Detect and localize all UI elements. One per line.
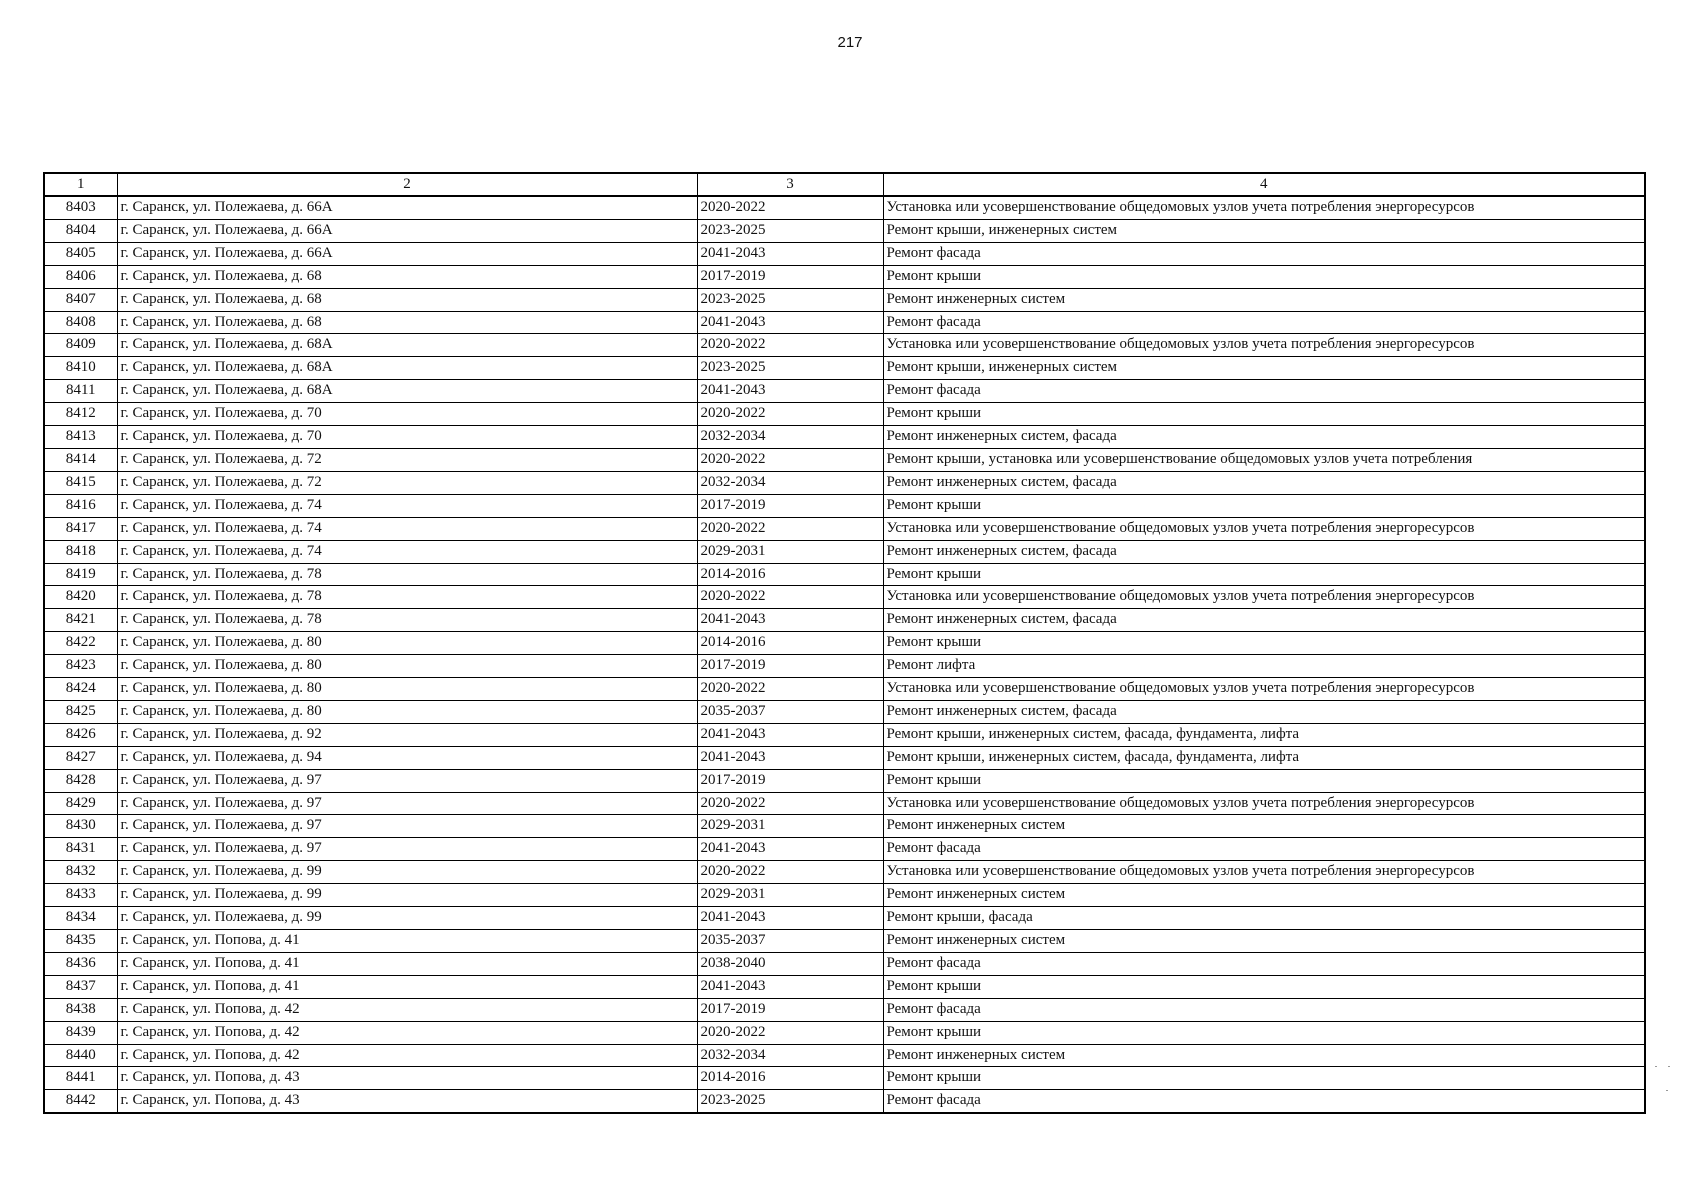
- work-type-cell: Ремонт крыши: [883, 265, 1645, 288]
- row-number-cell: 8410: [44, 357, 117, 380]
- table-row: [44, 471, 1645, 494]
- address-cell: г. Саранск, ул. Полежаева, д. 80: [117, 655, 697, 678]
- work-type-cell: Ремонт крыши: [883, 769, 1645, 792]
- row-number-cell: 8409: [44, 334, 117, 357]
- work-type-cell: Ремонт крыши, инженерных систем: [883, 219, 1645, 242]
- row-number-cell: 8423: [44, 655, 117, 678]
- address-cell: г. Саранск, ул. Полежаева, д. 74: [117, 517, 697, 540]
- period-cell: 2020-2022: [697, 448, 883, 471]
- address-cell: г. Саранск, ул. Полежаева, д. 99: [117, 907, 697, 930]
- table-row: [44, 334, 1645, 357]
- address-cell: г. Саранск, ул. Полежаева, д. 66А: [117, 196, 697, 219]
- table-row: [44, 1090, 1645, 1113]
- address-cell: г. Саранск, ул. Попова, д. 43: [117, 1067, 697, 1090]
- work-type-cell: Ремонт фасада: [883, 1090, 1645, 1113]
- table-row: [44, 242, 1645, 265]
- work-type-cell: Установка или усовершенствование общедомовых узлов учета потребления энергоресурсов: [883, 586, 1645, 609]
- table-row: [44, 1044, 1645, 1067]
- row-number-cell: 8437: [44, 975, 117, 998]
- row-number-cell: 8403: [44, 196, 117, 219]
- address-cell: г. Саранск, ул. Полежаева, д. 78: [117, 586, 697, 609]
- work-type-cell: Ремонт лифта: [883, 655, 1645, 678]
- period-cell: 2032-2034: [697, 1044, 883, 1067]
- address-cell: г. Саранск, ул. Полежаева, д. 68А: [117, 380, 697, 403]
- table-row: [44, 700, 1645, 723]
- address-cell: г. Саранск, ул. Полежаева, д. 72: [117, 448, 697, 471]
- work-type-cell: Ремонт крыши, инженерных систем, фасада, фундамента, лифта: [883, 723, 1645, 746]
- period-cell: 2017-2019: [697, 494, 883, 517]
- address-cell: г. Саранск, ул. Полежаева, д. 68: [117, 288, 697, 311]
- row-number-cell: 8440: [44, 1044, 117, 1067]
- row-number-cell: 8416: [44, 494, 117, 517]
- period-cell: 2020-2022: [697, 586, 883, 609]
- work-type-cell: Ремонт инженерных систем, фасада: [883, 426, 1645, 449]
- period-cell: 2038-2040: [697, 952, 883, 975]
- address-cell: г. Саранск, ул. Полежаева, д. 97: [117, 792, 697, 815]
- column-header-3: 3: [697, 173, 883, 196]
- address-cell: г. Саранск, ул. Полежаева, д. 92: [117, 723, 697, 746]
- work-type-cell: Ремонт инженерных систем, фасада: [883, 540, 1645, 563]
- row-number-cell: 8439: [44, 1021, 117, 1044]
- table-row: [44, 655, 1645, 678]
- address-cell: г. Саранск, ул. Полежаева, д. 99: [117, 861, 697, 884]
- period-cell: 2020-2022: [697, 196, 883, 219]
- row-number-cell: 8442: [44, 1090, 117, 1113]
- period-cell: 2041-2043: [697, 311, 883, 334]
- row-number-cell: 8429: [44, 792, 117, 815]
- address-cell: г. Саранск, ул. Полежаева, д. 68: [117, 265, 697, 288]
- address-cell: г. Саранск, ул. Полежаева, д. 70: [117, 403, 697, 426]
- period-cell: 2014-2016: [697, 1067, 883, 1090]
- row-number-cell: 8411: [44, 380, 117, 403]
- table-row: [44, 1067, 1645, 1090]
- page-number: 217: [837, 34, 863, 51]
- row-number-cell: 8430: [44, 815, 117, 838]
- table-row: [44, 403, 1645, 426]
- row-number-cell: 8407: [44, 288, 117, 311]
- period-cell: 2023-2025: [697, 219, 883, 242]
- period-cell: 2020-2022: [697, 334, 883, 357]
- period-cell: 2023-2025: [697, 1090, 883, 1113]
- work-type-cell: Ремонт инженерных систем: [883, 815, 1645, 838]
- work-type-cell: Ремонт крыши: [883, 1021, 1645, 1044]
- row-number-cell: 8422: [44, 632, 117, 655]
- table-row: [44, 975, 1645, 998]
- work-type-cell: Ремонт инженерных систем, фасада: [883, 609, 1645, 632]
- table-row: [44, 907, 1645, 930]
- table-row: [44, 746, 1645, 769]
- row-number-cell: 8425: [44, 700, 117, 723]
- address-cell: г. Саранск, ул. Полежаева, д. 78: [117, 563, 697, 586]
- address-cell: г. Саранск, ул. Попова, д. 42: [117, 1021, 697, 1044]
- address-cell: г. Саранск, ул. Полежаева, д. 97: [117, 838, 697, 861]
- address-cell: г. Саранск, ул. Полежаева, д. 99: [117, 884, 697, 907]
- table-row: [44, 426, 1645, 449]
- table-row: [44, 311, 1645, 334]
- address-cell: г. Саранск, ул. Полежаева, д. 68А: [117, 357, 697, 380]
- scan-speck: [1668, 1066, 1670, 1067]
- address-cell: г. Саранск, ул. Попова, д. 41: [117, 930, 697, 953]
- work-type-cell: Установка или усовершенствование общедомовых узлов учета потребления энергоресурсов: [883, 792, 1645, 815]
- work-type-cell: Ремонт крыши, установка или усовершенствование общедомовых узлов учета потребления: [883, 448, 1645, 471]
- period-cell: 2041-2043: [697, 975, 883, 998]
- table-row: [44, 540, 1645, 563]
- work-type-cell: Установка или усовершенствование общедомовых узлов учета потребления энергоресурсов: [883, 196, 1645, 219]
- table-row: [44, 265, 1645, 288]
- address-cell: г. Саранск, ул. Попова, д. 42: [117, 998, 697, 1021]
- period-cell: 2029-2031: [697, 540, 883, 563]
- work-type-cell: Установка или усовершенствование общедомовых узлов учета потребления энергоресурсов: [883, 678, 1645, 701]
- row-number-cell: 8434: [44, 907, 117, 930]
- address-cell: г. Саранск, ул. Попова, д. 42: [117, 1044, 697, 1067]
- table-row: [44, 563, 1645, 586]
- period-cell: 2035-2037: [697, 930, 883, 953]
- period-cell: 2020-2022: [697, 861, 883, 884]
- table-row: [44, 952, 1645, 975]
- work-type-cell: Ремонт фасада: [883, 998, 1645, 1021]
- table-row: [44, 769, 1645, 792]
- work-type-cell: Ремонт крыши: [883, 632, 1645, 655]
- period-cell: 2041-2043: [697, 838, 883, 861]
- address-cell: г. Саранск, ул. Полежаева, д. 66А: [117, 242, 697, 265]
- period-cell: 2041-2043: [697, 242, 883, 265]
- table-row: [44, 517, 1645, 540]
- work-type-cell: Ремонт инженерных систем: [883, 930, 1645, 953]
- period-cell: 2020-2022: [697, 403, 883, 426]
- work-type-cell: Ремонт инженерных систем: [883, 1044, 1645, 1067]
- period-cell: 2017-2019: [697, 769, 883, 792]
- address-cell: г. Саранск, ул. Попова, д. 41: [117, 975, 697, 998]
- column-header-1: 1: [44, 173, 117, 196]
- work-type-cell: Установка или усовершенствование общедомовых узлов учета потребления энергоресурсов: [883, 861, 1645, 884]
- period-cell: 2020-2022: [697, 678, 883, 701]
- work-type-cell: Ремонт крыши, фасада: [883, 907, 1645, 930]
- period-cell: 2032-2034: [697, 471, 883, 494]
- period-cell: 2017-2019: [697, 998, 883, 1021]
- table-row: [44, 219, 1645, 242]
- period-cell: 2029-2031: [697, 815, 883, 838]
- row-number-cell: 8427: [44, 746, 117, 769]
- work-type-cell: Установка или усовершенствование общедомовых узлов учета потребления энергоресурсов: [883, 334, 1645, 357]
- table-row: [44, 196, 1645, 219]
- table-row: [44, 448, 1645, 471]
- housing-repair-table: [43, 172, 1646, 1114]
- work-type-cell: Ремонт крыши: [883, 1067, 1645, 1090]
- row-number-cell: 8408: [44, 311, 117, 334]
- row-number-cell: 8417: [44, 517, 117, 540]
- row-number-cell: 8424: [44, 678, 117, 701]
- work-type-cell: Установка или усовершенствование общедомовых узлов учета потребления энергоресурсов: [883, 517, 1645, 540]
- period-cell: 2041-2043: [697, 609, 883, 632]
- column-header-2: 2: [117, 173, 697, 196]
- row-number-cell: 8419: [44, 563, 117, 586]
- row-number-cell: 8441: [44, 1067, 117, 1090]
- address-cell: г. Саранск, ул. Полежаева, д. 80: [117, 678, 697, 701]
- table-row: [44, 815, 1645, 838]
- work-type-cell: Ремонт фасада: [883, 242, 1645, 265]
- address-cell: г. Саранск, ул. Полежаева, д. 72: [117, 471, 697, 494]
- work-type-cell: Ремонт крыши: [883, 494, 1645, 517]
- period-cell: 2020-2022: [697, 517, 883, 540]
- address-cell: г. Саранск, ул. Полежаева, д. 80: [117, 700, 697, 723]
- work-type-cell: Ремонт инженерных систем, фасада: [883, 700, 1645, 723]
- work-type-cell: Ремонт фасада: [883, 311, 1645, 334]
- row-number-cell: 8426: [44, 723, 117, 746]
- work-type-cell: Ремонт инженерных систем, фасада: [883, 471, 1645, 494]
- work-type-cell: Ремонт крыши: [883, 563, 1645, 586]
- header-row: [44, 173, 1645, 196]
- address-cell: г. Саранск, ул. Полежаева, д. 66А: [117, 219, 697, 242]
- row-number-cell: 8433: [44, 884, 117, 907]
- scan-speck: [1655, 1066, 1657, 1067]
- address-cell: г. Саранск, ул. Полежаева, д. 97: [117, 815, 697, 838]
- address-cell: г. Саранск, ул. Полежаева, д. 74: [117, 540, 697, 563]
- work-type-cell: Ремонт крыши: [883, 975, 1645, 998]
- column-header-4: 4: [883, 173, 1645, 196]
- work-type-cell: Ремонт крыши: [883, 403, 1645, 426]
- address-cell: г. Саранск, ул. Полежаева, д. 68А: [117, 334, 697, 357]
- address-cell: г. Саранск, ул. Полежаева, д. 70: [117, 426, 697, 449]
- period-cell: 2041-2043: [697, 746, 883, 769]
- table-row: [44, 288, 1645, 311]
- address-cell: г. Саранск, ул. Попова, д. 43: [117, 1090, 697, 1113]
- period-cell: 2029-2031: [697, 884, 883, 907]
- row-number-cell: 8420: [44, 586, 117, 609]
- row-number-cell: 8431: [44, 838, 117, 861]
- row-number-cell: 8436: [44, 952, 117, 975]
- work-type-cell: Ремонт фасада: [883, 838, 1645, 861]
- period-cell: 2020-2022: [697, 792, 883, 815]
- work-type-cell: Ремонт крыши, инженерных систем: [883, 357, 1645, 380]
- period-cell: 2017-2019: [697, 655, 883, 678]
- row-number-cell: 8412: [44, 403, 117, 426]
- row-number-cell: 8415: [44, 471, 117, 494]
- table-body: [44, 196, 1645, 1113]
- row-number-cell: 8432: [44, 861, 117, 884]
- row-number-cell: 8413: [44, 426, 117, 449]
- address-cell: г. Саранск, ул. Полежаева, д. 80: [117, 632, 697, 655]
- table-row: [44, 930, 1645, 953]
- period-cell: 2014-2016: [697, 563, 883, 586]
- address-cell: г. Саранск, ул. Полежаева, д. 97: [117, 769, 697, 792]
- period-cell: 2023-2025: [697, 288, 883, 311]
- period-cell: 2023-2025: [697, 357, 883, 380]
- address-cell: г. Саранск, ул. Полежаева, д. 78: [117, 609, 697, 632]
- table-row: [44, 884, 1645, 907]
- work-type-cell: Ремонт инженерных систем: [883, 288, 1645, 311]
- period-cell: 2014-2016: [697, 632, 883, 655]
- period-cell: 2032-2034: [697, 426, 883, 449]
- table-row: [44, 357, 1645, 380]
- address-cell: г. Саранск, ул. Полежаева, д. 74: [117, 494, 697, 517]
- table-row: [44, 792, 1645, 815]
- address-cell: г. Саранск, ул. Полежаева, д. 94: [117, 746, 697, 769]
- table-row: [44, 838, 1645, 861]
- work-type-cell: Ремонт инженерных систем: [883, 884, 1645, 907]
- row-number-cell: 8438: [44, 998, 117, 1021]
- table-row: [44, 609, 1645, 632]
- period-cell: 2017-2019: [697, 265, 883, 288]
- table-row: [44, 494, 1645, 517]
- table-row: [44, 678, 1645, 701]
- row-number-cell: 8435: [44, 930, 117, 953]
- address-cell: г. Саранск, ул. Попова, д. 41: [117, 952, 697, 975]
- row-number-cell: 8421: [44, 609, 117, 632]
- row-number-cell: 8428: [44, 769, 117, 792]
- period-cell: 2041-2043: [697, 723, 883, 746]
- table-row: [44, 586, 1645, 609]
- row-number-cell: 8404: [44, 219, 117, 242]
- table-row: [44, 998, 1645, 1021]
- period-cell: 2041-2043: [697, 907, 883, 930]
- work-type-cell: Ремонт фасада: [883, 380, 1645, 403]
- table-row: [44, 861, 1645, 884]
- table-row: [44, 632, 1645, 655]
- table-row: [44, 380, 1645, 403]
- period-cell: 2041-2043: [697, 380, 883, 403]
- period-cell: 2035-2037: [697, 700, 883, 723]
- row-number-cell: 8414: [44, 448, 117, 471]
- scan-speck: [1666, 1090, 1668, 1091]
- row-number-cell: 8418: [44, 540, 117, 563]
- table-row: [44, 723, 1645, 746]
- table-row: [44, 1021, 1645, 1044]
- period-cell: 2020-2022: [697, 1021, 883, 1044]
- work-type-cell: Ремонт фасада: [883, 952, 1645, 975]
- row-number-cell: 8406: [44, 265, 117, 288]
- address-cell: г. Саранск, ул. Полежаева, д. 68: [117, 311, 697, 334]
- work-type-cell: Ремонт крыши, инженерных систем, фасада, фундамента, лифта: [883, 746, 1645, 769]
- row-number-cell: 8405: [44, 242, 117, 265]
